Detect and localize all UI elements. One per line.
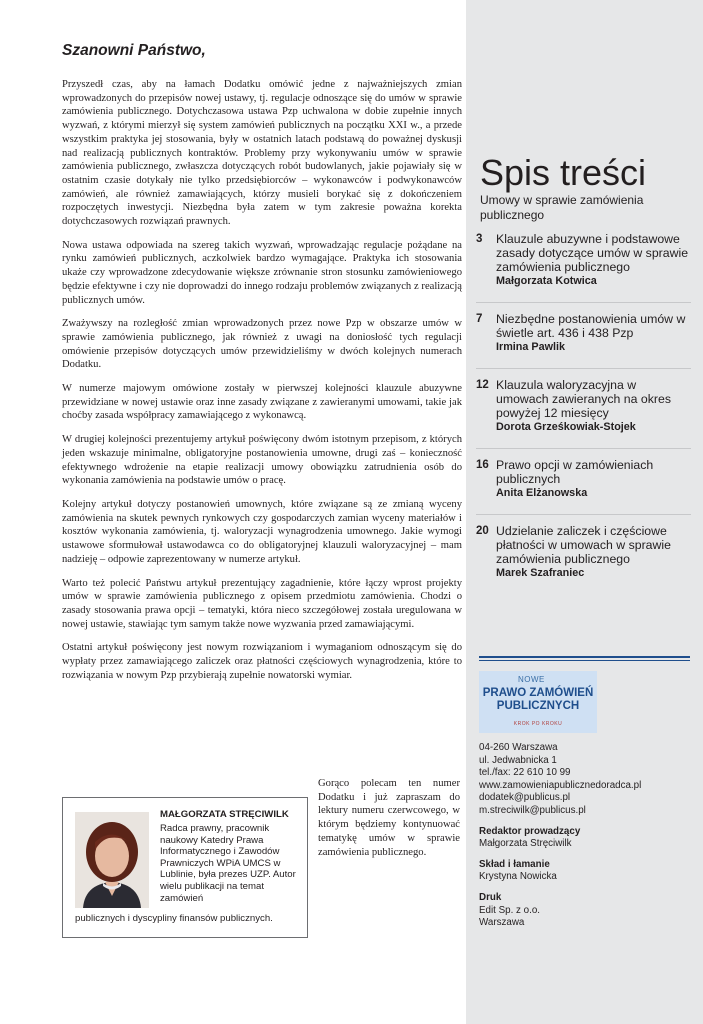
letter-paragraph: W drugiej kolejności prezentujemy artykuł poświęcony dwóm istotnym przepisom, z których jeden wskazuje minimalne, obligatoryjne postanowienia umowne, drugi zaś – konieczność efektywnego wdrożenie na etapie realizacji umowy obowiązku zatrudnienia osób do wykonania zamówienia na podstawie umów o pracę. — [62, 434, 462, 487]
address-line: 04-260 Warszawa — [479, 742, 558, 753]
address-block — [479, 742, 694, 818]
toc-title: Spis treści — [480, 152, 647, 193]
toc-item-author: Małgorzata Kotwica — [496, 275, 597, 287]
author-photo — [75, 812, 149, 908]
logo-line-1: PRAWO ZAMÓWIEŃ — [482, 687, 594, 699]
logo-subtitle: KROK PO KROKU — [513, 721, 563, 727]
toc-item[interactable] — [476, 232, 691, 288]
print-block — [479, 892, 694, 930]
toc-page-number: 12 — [476, 379, 489, 391]
logo-line-2: PUBLICZNYCH — [496, 700, 580, 712]
letter-paragraph: Kolejny artykuł dotyczy postanowień umownych, które związane są ze zmianą wyceny zamówienia na skutek pewnych rynkowych czy gospodarczych zamian wyceny materiałów i kosztów wykonania zamówienia, tj. waloryzacji wynagrodzenia umownego. Jakie wymogi ustawowe sformułował ustawodawca co do obligatoryjnej klauzuli waloryzacyjnej – mam nadzieję – odpowie zaprezentowany w numerze artykuł. — [62, 498, 462, 565]
toc-item-author: Dorota Grześkowiak-Stojek — [496, 421, 636, 433]
toc-subtitle: Umowy w sprawie zamówienia publicznego — [480, 193, 644, 222]
author-name: MAŁGORZATA STRĘCIWILK — [160, 809, 289, 820]
logo-top-text: NOWE — [518, 675, 545, 684]
letter-paragraph: Nowa ustawa odpowiada na szereg takich wyzwań, wprowadzając regulacje pożądane na rynku zamówień publicznych, aczkolwiek bardzo wymagające. Praktyka ich stosowania ukaże czy wprowadzone zdecydowanie większe zrównanie stron stosunku zamówieniowego będzie efektywne i czy nie doprowadzi do innego rodzaju problemów związanych z realizacją publicznych umów. — [62, 239, 462, 306]
toc-item-title: Klauzula waloryzacyjna w umowach zawieranych na okres powyżej 12 miesięcy — [496, 378, 671, 420]
toc-item-title: Klauzule abuzywne i podstawowe zasady dotyczące umów w sprawie zamówienia publicznego — [496, 232, 689, 274]
letter-paragraph: Gorąco polecam ten numer Dodatku i już zapraszam do lektury numeru czerwcowego, w którym będziemy kontynuować tematykę umów w sprawie zamówienia publicznego. — [318, 778, 460, 858]
typeset-label: Skład i łamanie — [479, 858, 550, 870]
typeset-block — [479, 859, 694, 884]
email-link[interactable]: dodatek@publicus.pl — [479, 792, 571, 804]
letter-paragraph: W numerze majowym omówione zostały w pierwszej kolejności klauzule abuzywne przewidziane w nowej ustawie oraz inne zasady związane z zawieranymi umowami, takie jak choćby zasada współpracy zamawiającego z wykonawcą. — [62, 383, 462, 422]
phone: tel./fax: 22 610 10 99 — [479, 767, 571, 779]
author-box — [62, 797, 308, 938]
letter-paragraph: Zważywszy na rozległość zmian wprowadzonych przez nowe Pzp w obszarze umów w sprawie zamówienia publicznego, jak również z uwagi na doniosłość tych regulacji omówienie przepisów dotyczących umów przewidzieliśmy w dwóch kolejnych numerach Dodatku. — [62, 318, 462, 371]
letter-paragraph: Przyszedł czas, aby na łamach Dodatku omówić jedne z najważniejszych zmian wprowadzonych do przepisów nowej ustawy, tj. regulacje odnoszące się do umów w sprawie zamówienia publicznego. Dotychczasowa ustawa Pzp uchwalona w dobie zupełnie innych wyzwań, z którymi mierzył się system zamówień publicznych na początku XXI w., a przede wszystkim praktyka jej stosowania, były w ostatnich latach podstawą do poważnej dyskusji nad realizacją publicznych kontraktów. Problemy przy wykonywaniu umów w sprawie zamówienia publicznego, zwłaszcza dotyczących robót budowlanych, jakie pojawiały się w ostatnim czasie dotykały nie tylko przedsiębiorców – wykonawców i podwykonawców zamówień, ale również zamawiających, którzy musieli borykać się z dokończeniem rozpoczętych inwestycji. Niezbędna była zatem w tym zakresie poważna korekta dotychczasowych rozwiązań prawnych. — [62, 79, 462, 228]
toc-page-number: 7 — [476, 313, 483, 325]
author-bio: Radca prawny, pracownik naukowy Katedry Prawa Informatycznego i Zawodów Prawniczych WPiA UMCS w Lublinie, była prezes UZP. Autor wielu publikacji na temat zamówień — [160, 823, 296, 904]
toc-page-number: 16 — [476, 459, 489, 471]
toc-item-author: Marek Szafraniec — [496, 567, 585, 579]
website-link[interactable]: www.zamowieniapublicznedoradca.pl — [479, 779, 642, 791]
printer-city: Warszawa — [479, 917, 525, 929]
toc-item-title: Prawo opcji w zamówieniach publicznych — [496, 458, 654, 486]
toc-item-title: Niezbędne postanowienia umów w świetle art. 436 i 438 Pzp — [496, 312, 686, 340]
toc-item[interactable] — [476, 368, 691, 434]
toc-item-author: Irmina Pawlik — [496, 341, 566, 353]
toc-list — [476, 232, 691, 594]
editor-name: Małgorzata Stręciwilk — [479, 838, 572, 850]
divider — [479, 660, 690, 661]
toc-item[interactable] — [476, 302, 691, 354]
toc-item-title: Udzielanie zaliczek i częściowe płatności w umowach w sprawie zamówienia publicznego — [496, 524, 671, 566]
toc-item-author: Anita Elżanowska — [496, 487, 588, 499]
typeset-name: Krystyna Nowicka — [479, 871, 557, 883]
divider — [479, 656, 690, 658]
editor-block — [479, 826, 694, 851]
toc-item[interactable] — [476, 514, 691, 580]
author-bio-end: publicznych i dyscypliny finansów publicznych. — [75, 913, 273, 924]
printer-name: Edit Sp. z o.o. — [479, 904, 540, 916]
letter-closing — [318, 777, 460, 869]
toc-page-number: 20 — [476, 525, 489, 537]
email-link[interactable]: m.streciwilk@publicus.pl — [479, 804, 586, 816]
contact-info — [479, 742, 694, 938]
letter-paragraph: Warto też polecić Państwu artykuł prezentujący zagadnienie, które łączy wprost projekty umów w sprawie zamówienia publicznego z opisem przedmiotu zamówienia. Chodzi o zasady stosowania prawa opcji – tematyki, która nieco szczegółowej została uregulowana w nowej ustawie, stawiając tym samym także nowe wyzwania przed zamawiającymi. — [62, 577, 462, 630]
toc-page-number: 3 — [476, 233, 483, 245]
address-line: ul. Jedwabnicka 1 — [479, 754, 557, 766]
editor-label: Redaktor prowadzący — [479, 825, 581, 837]
logo-title — [479, 687, 597, 713]
print-label: Druk — [479, 891, 502, 903]
letter-greeting: Szanowni Państwo, — [62, 42, 206, 59]
letter-paragraph: Ostatni artykuł poświęcony jest nowym rozwiązaniom i wymaganiom odnoszącym się do wypłaty przez zamawiającego zaliczek oraz płatności częściowych wynagrodzenia, które to rozwiązania w nowym Pzp przybierają zupełnie nowatorski wymiar. — [62, 642, 462, 681]
editorial-letter — [62, 42, 462, 692]
publication-logo — [479, 671, 597, 733]
toc-item[interactable] — [476, 448, 691, 500]
